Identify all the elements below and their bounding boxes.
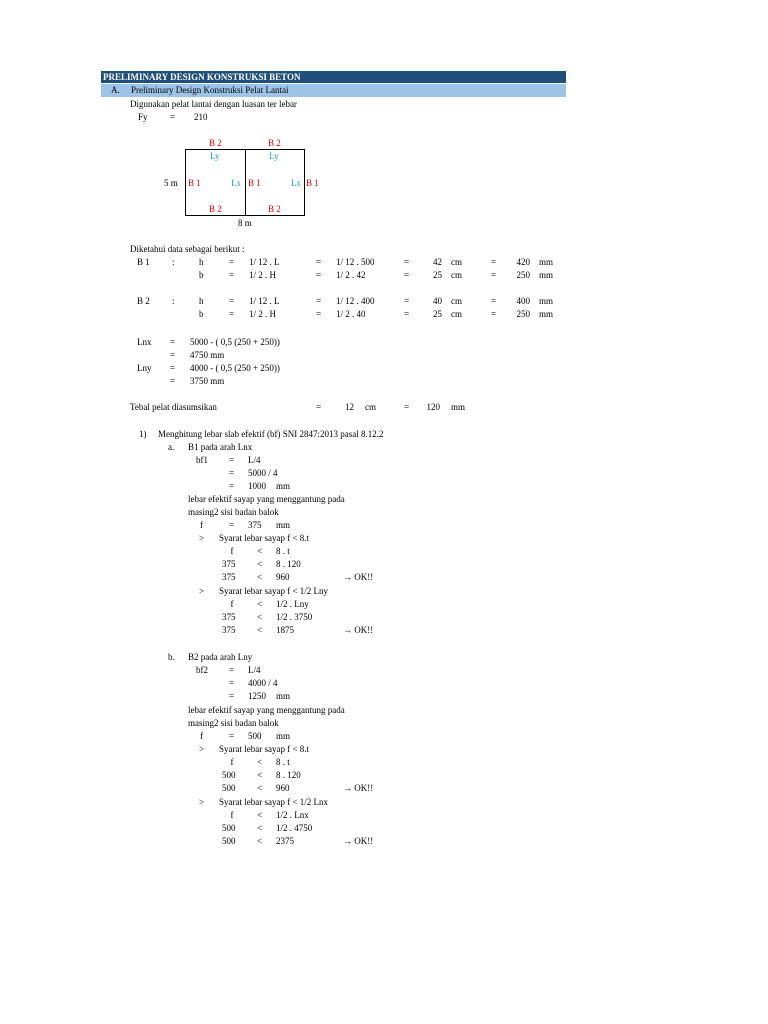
condition-rhs: 1/2 . 4750: [276, 823, 313, 833]
bf-unit: mm: [276, 481, 291, 491]
label-b2-top-left: B 2: [209, 138, 222, 148]
condition-op: <: [257, 599, 263, 609]
condition-op: <: [257, 572, 263, 582]
part-title: B2 pada arah Lny: [188, 652, 253, 662]
f-unit: mm: [276, 731, 291, 741]
beam-row-eq: =: [316, 270, 322, 280]
condition-rhs: 960: [276, 783, 290, 793]
beam-row-cm: 25: [433, 309, 442, 319]
lnx-eq: =: [170, 337, 176, 347]
condition-rhs: 1/2 . 3750: [276, 612, 313, 622]
label-ly-left: Ly: [210, 151, 220, 161]
bf-eq: =: [229, 455, 235, 465]
label-b1-middle: B 1: [248, 178, 261, 188]
beam-row-eq: =: [491, 309, 497, 319]
condition-rhs: 1/2 . Lny: [276, 599, 309, 609]
condition-op: <: [257, 836, 263, 846]
beam-row-mm-unit: mm: [539, 257, 554, 267]
condition-op: <: [257, 823, 263, 833]
slab-divider: [245, 149, 246, 216]
condition-lhs: f: [230, 757, 234, 767]
flange-description: masing2 sisi badan balok: [188, 718, 279, 728]
dimension-8m: 8 m: [238, 218, 252, 228]
bf-formula: L/4: [248, 665, 261, 675]
beam-row-eq: =: [316, 309, 322, 319]
part-letter: b.: [168, 652, 175, 662]
beam-row-eq: =: [229, 257, 235, 267]
flange-description: lebar efektif sayap yang menggantung pada: [188, 705, 345, 715]
beam-row-formula: 1/ 12 . L: [249, 296, 280, 306]
label-b2-top-right: B 2: [268, 138, 281, 148]
bf-calc: 4000 / 4: [248, 678, 278, 688]
f-value: 375: [248, 520, 262, 530]
bf-eq: =: [229, 665, 235, 675]
condition-lhs: 500: [222, 823, 236, 833]
condition-lhs: 500: [222, 836, 236, 846]
beam-name: B 2: [137, 296, 150, 306]
beam-row-cm: 42: [433, 257, 442, 267]
condition-lhs: f: [230, 546, 234, 556]
data-intro: Diketahui data sebagai berikut :: [130, 244, 245, 254]
beam-row-cm: 25: [433, 270, 442, 280]
beam-row-mm-unit: mm: [539, 309, 554, 319]
beam-row-formula: 1/ 2 . H: [249, 270, 276, 280]
condition-rhs: 2375: [276, 836, 294, 846]
condition-op: <: [257, 757, 263, 767]
beam-row-eq: =: [316, 296, 322, 306]
condition-op: <: [257, 625, 263, 635]
thickness-eq: =: [316, 402, 322, 412]
label-b1-left: B 1: [188, 178, 201, 188]
condition-rhs: 8 . t: [276, 757, 290, 767]
f-eq: =: [229, 520, 235, 530]
condition-lhs: 375: [222, 612, 236, 622]
beam-row-cm-unit: cm: [451, 309, 462, 319]
beam-row-cm-unit: cm: [451, 257, 462, 267]
condition-op: <: [257, 810, 263, 820]
beam-row-mm-unit: mm: [539, 296, 554, 306]
bf-unit: mm: [276, 691, 291, 701]
lny-eq: =: [170, 363, 176, 373]
condition-lhs: f: [230, 599, 234, 609]
label-ly-right: Ly: [269, 151, 279, 161]
condition-bullet: >: [199, 533, 205, 543]
label-b2-bottom-right: B 2: [268, 204, 281, 214]
beam-row-eq: =: [491, 270, 497, 280]
beam-row-mm: 250: [516, 309, 530, 319]
beam-row-calc: 1/ 2 . 42: [336, 270, 366, 280]
fy-label: Fy: [138, 112, 148, 122]
beam-row-sym: h: [199, 257, 204, 267]
beam-row-eq: =: [491, 296, 497, 306]
condition-title: Syarat lebar sayap f < 8.t: [219, 533, 310, 543]
flange-description: masing2 sisi badan balok: [188, 507, 279, 517]
section-title-bar: [101, 84, 566, 97]
f-label: f: [200, 731, 203, 741]
condition-title: Syarat lebar sayap f < 8.t: [219, 744, 310, 754]
thickness-cm: 12: [345, 402, 354, 412]
condition-ok: → OK!!: [343, 836, 374, 846]
lnx-value: 4750 mm: [190, 350, 225, 360]
beam-name: B 1: [137, 257, 150, 267]
bf-result: 1250: [248, 691, 266, 701]
lny-label: Lny: [137, 363, 152, 373]
beam-row-eq: =: [404, 309, 410, 319]
thickness-cm-unit: cm: [365, 402, 376, 412]
bf-result: 1000: [248, 481, 266, 491]
bf-eq: =: [229, 468, 235, 478]
condition-op: <: [257, 770, 263, 780]
condition-lhs: 500: [222, 783, 236, 793]
lnx-label: Lnx: [137, 337, 152, 347]
beam-row-sym: h: [199, 296, 204, 306]
beam-colon: :: [172, 257, 175, 267]
dimension-5m: 5 m: [164, 178, 178, 188]
condition-op: <: [257, 783, 263, 793]
beam-row-calc: 1/ 2 . 40: [336, 309, 366, 319]
step-number: 1): [139, 429, 147, 439]
condition-title: Syarat lebar sayap f < 1/2 Lny: [219, 586, 329, 596]
beam-row-formula: 1/ 2 . H: [249, 309, 276, 319]
flange-description: lebar efektif sayap yang menggantung pada: [188, 494, 345, 504]
part-letter: a.: [168, 442, 175, 452]
condition-rhs: 1875: [276, 625, 294, 635]
label-lx-right: Lx: [291, 178, 301, 188]
thickness-mm-unit: mm: [451, 402, 466, 412]
condition-op: <: [257, 546, 263, 556]
beam-row-eq: =: [229, 309, 235, 319]
part-title: B1 pada arah Lnx: [188, 442, 253, 452]
lnx-expression: 5000 - ( 0,5 (250 + 250)): [190, 337, 280, 347]
beam-row-sym: b: [199, 309, 204, 319]
beam-row-eq: =: [229, 270, 235, 280]
document-title: PRELIMINARY DESIGN KONSTRUKSI BETON: [103, 72, 301, 82]
fy-value: 210: [194, 112, 208, 122]
beam-row-eq: =: [404, 270, 410, 280]
beam-row-cm: 40: [433, 296, 442, 306]
f-eq: =: [229, 731, 235, 741]
condition-ok: → OK!!: [343, 783, 374, 793]
beam-colon: :: [172, 296, 175, 306]
condition-bullet: >: [199, 586, 205, 596]
intro-text: Digunakan pelat lantai dengan luasan ter lebar: [130, 99, 297, 109]
condition-rhs: 960: [276, 572, 290, 582]
beam-row-calc: 1/ 12 . 400: [336, 296, 375, 306]
thickness-label: Tebal pelat diasumsikan: [130, 402, 217, 412]
condition-title: Syarat lebar sayap f < 1/2 Lnx: [219, 797, 329, 807]
f-label: f: [200, 520, 203, 530]
condition-ok: → OK!!: [343, 572, 374, 582]
bf-formula: L/4: [248, 455, 261, 465]
label-b1-right: B 1: [306, 178, 319, 188]
beam-row-mm: 400: [516, 296, 530, 306]
condition-bullet: >: [199, 744, 205, 754]
section-title: Preliminary Design Konstruksi Pelat Lantai: [131, 85, 289, 95]
condition-rhs: 8 . 120: [276, 559, 301, 569]
step-title: Menghitung lebar slab efektif (bf) SNI 2847:2013 pasal 8.12.2: [158, 429, 384, 439]
condition-rhs: 1/2 . Lnx: [276, 810, 309, 820]
f-unit: mm: [276, 520, 291, 530]
lnx-eq: =: [170, 350, 176, 360]
condition-lhs: f: [230, 810, 234, 820]
beam-row-eq: =: [316, 257, 322, 267]
lny-expression: 4000 - ( 0,5 (250 + 250)): [190, 363, 280, 373]
condition-bullet: >: [199, 797, 205, 807]
lny-value: 3750 mm: [190, 376, 225, 386]
thickness-eq: =: [404, 402, 410, 412]
f-value: 500: [248, 731, 262, 741]
condition-op: <: [257, 559, 263, 569]
condition-lhs: 375: [222, 625, 236, 635]
beam-row-mm-unit: mm: [539, 270, 554, 280]
condition-lhs: 375: [222, 572, 236, 582]
beam-row-eq: =: [404, 257, 410, 267]
bf-calc: 5000 / 4: [248, 468, 278, 478]
beam-row-mm: 250: [516, 270, 530, 280]
beam-row-calc: 1/ 12 . 500: [336, 257, 375, 267]
bf-label: bf2: [196, 665, 208, 675]
beam-row-eq: =: [229, 296, 235, 306]
condition-lhs: 500: [222, 770, 236, 780]
label-lx-left: Lx: [231, 178, 241, 188]
bf-eq: =: [229, 678, 235, 688]
thickness-mm: 120: [426, 402, 440, 412]
condition-ok: → OK!!: [343, 625, 374, 635]
bf-label: bf1: [196, 455, 208, 465]
bf-eq: =: [229, 481, 235, 491]
document-title-bar: [101, 71, 566, 83]
lny-eq: =: [170, 376, 176, 386]
section-letter: A.: [111, 85, 120, 95]
condition-rhs: 8 . 120: [276, 770, 301, 780]
beam-row-formula: 1/ 12 . L: [249, 257, 280, 267]
bf-eq: =: [229, 691, 235, 701]
beam-row-cm-unit: cm: [451, 296, 462, 306]
beam-row-mm: 420: [516, 257, 530, 267]
beam-row-sym: b: [199, 270, 204, 280]
fy-eq: =: [170, 112, 176, 122]
label-b2-bottom-left: B 2: [209, 204, 222, 214]
beam-row-cm-unit: cm: [451, 270, 462, 280]
beam-row-eq: =: [491, 257, 497, 267]
condition-rhs: 8 . t: [276, 546, 290, 556]
beam-row-eq: =: [404, 296, 410, 306]
condition-op: <: [257, 612, 263, 622]
condition-lhs: 375: [222, 559, 236, 569]
